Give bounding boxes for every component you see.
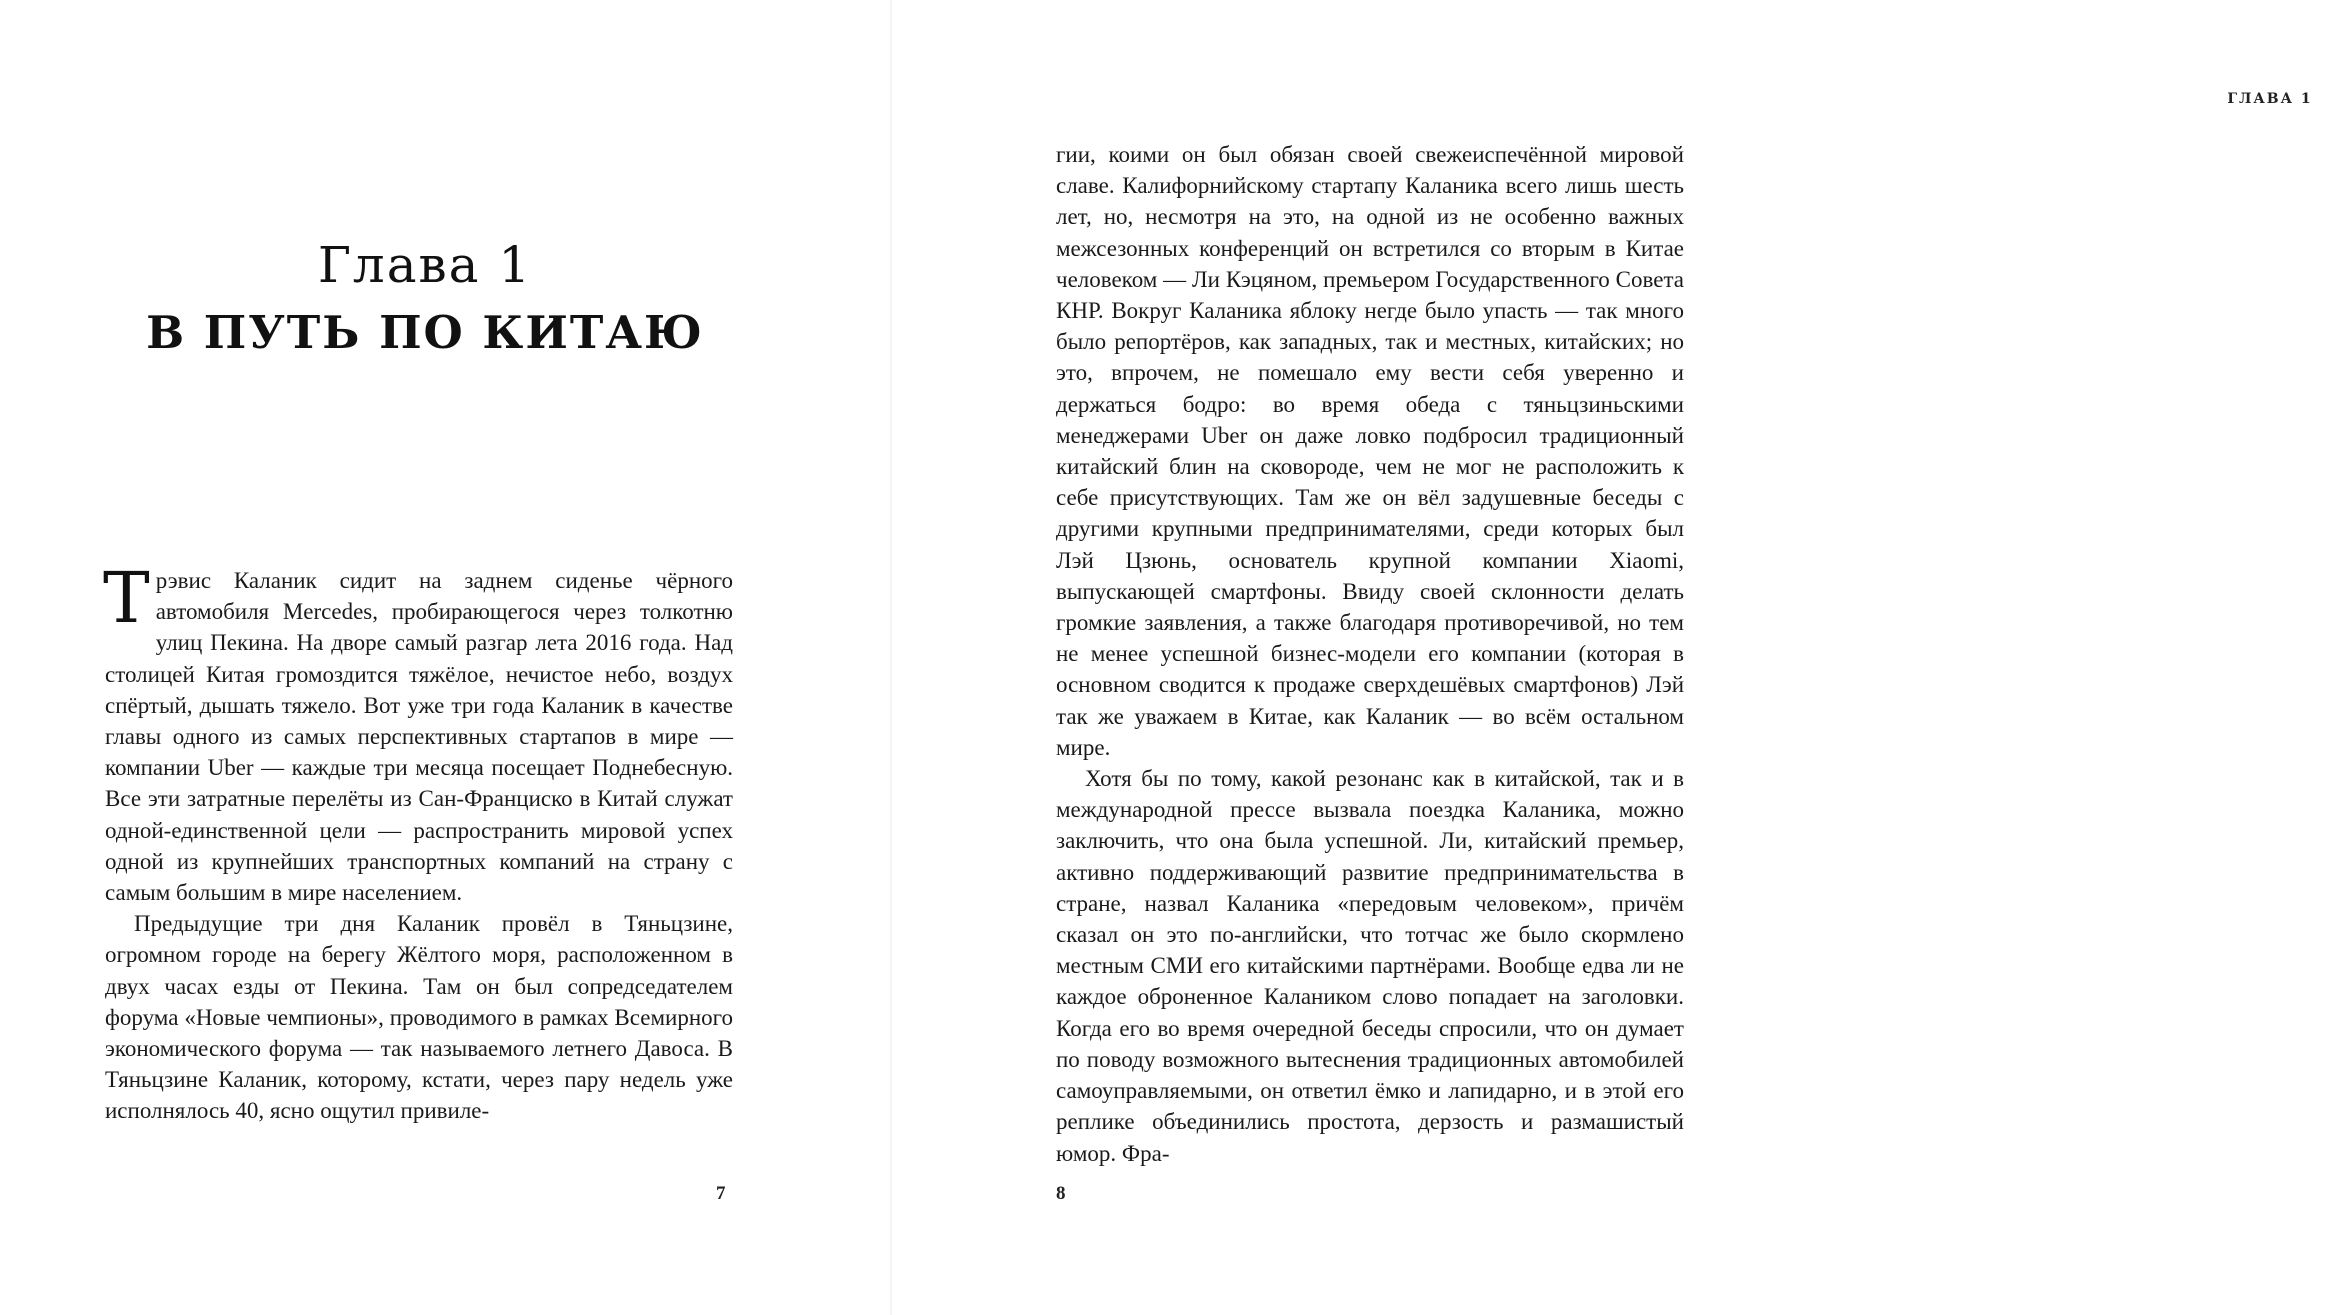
page-number: 7	[716, 1183, 726, 1204]
paragraph-text: рэвис Каланик сидит на заднем сиденье чёрного автомобиля Mercedes, пробирающегося через толкотню улиц Пекина. На дворе самый разгар лета 2016 года. Над столицей Китая громоздится тяжёлое, нечистое небо, воздух спёртый, дышать тяжело. Вот уже три года Каланик в качестве главы одного из самых перспективных стартапов в мире — компании Uber — каждые три месяца посещает Поднебесную. Все эти затратные перелёты из Сан-Франциско в Китай служат одной-единственной цели — распространить мировой успех одной из крупнейших транспортных компаний на страну с самым большим в мире населением.	[105, 568, 733, 906]
left-page	[0, 0, 892, 1315]
drop-cap: Т	[103, 557, 150, 639]
paragraph: Хотя бы по тому, какой резонанс как в китайской, так и в международной прессе вызвала поездка Каланика, можно заключить, что она была успешной. Ли, китайский премьер, активно поддерживающий развитие предпринимательства в стране, назвал Каланика «передовым человеком», причём сказал он это по-английски, что тотчас же было скормлено местным СМИ его китайскими партнёрами. Вообще едва ли не каждое оброненное Калаником слово попадает на заголовки. Когда его во время очередной беседы спросили, что он думает по поводу возможного вытеснения традиционных автомобилей самоуправляемыми, он ответил ёмко и лапидарно, и в этой его реплике объединились простота, дерзость и размашистый юмор. Фра-	[1056, 766, 1684, 1166]
right-body-text	[1056, 139, 1684, 1169]
chapter-label: Глава 1	[317, 236, 533, 294]
running-head: ГЛАВА 1	[2227, 91, 2313, 107]
paragraph: Предыдущие три дня Каланик провёл в Тяньцзине, огромном городе на берегу Жёлтого моря, расположенном в двух часах езды от Пекина. Там он был сопредседателем форума «Новые чемпионы», проводимого в рамках Всемирного экономического форума — так называемого летнего Давоса. В Тяньцзине Каланик, которому, кстати, через пару недель уже исполнялось 40, ясно ощутил привиле-	[105, 911, 733, 1124]
left-body-text	[103, 557, 733, 1127]
right-page	[892, 0, 2313, 1315]
paragraph	[103, 557, 733, 908]
chapter-title: В ПУТЬ ПО КИТАЮ	[146, 306, 704, 359]
paragraph: гии, коими он был обязан своей свежеиспечённой мировой славе. Калифорнийскому стартапу Каланика всего лишь шесть лет, но, несмотря на это, на одной из не особенно важных межсезонных конференций он встретился со вторым в Китае человеком — Ли Кэцяном, премьером Государственного Совета КНР. Вокруг Каланика яблоку негде было упасть — так много было репортёров, как западных, так и местных, китайских; но это, впрочем, не помешало ему вести себя уверенно и держаться бодро: во время обеда с тяньцзиньскими менеджерами Uber он даже ловко подбросил традиционный китайский блин на сковороде, чем не мог не расположить к себе присутствующих. Там же он вёл задушевные беседы с другими крупными предпринимателями, среди которых был Лэй Цзюнь, основатель крупной компании Xiaomi, выпускающей смартфоны. Ввиду своей склонности делать громкие заявления, а также благодаря противоречивой, но тем не менее успешной бизнес-модели его компании (которая в основном сводится к продаже сверхдешёвых смартфонов) Лэй так же уважаем в Китае, как Каланик — во всём остальном мире.	[1056, 142, 1684, 760]
page-number: 8	[1056, 1183, 1066, 1204]
